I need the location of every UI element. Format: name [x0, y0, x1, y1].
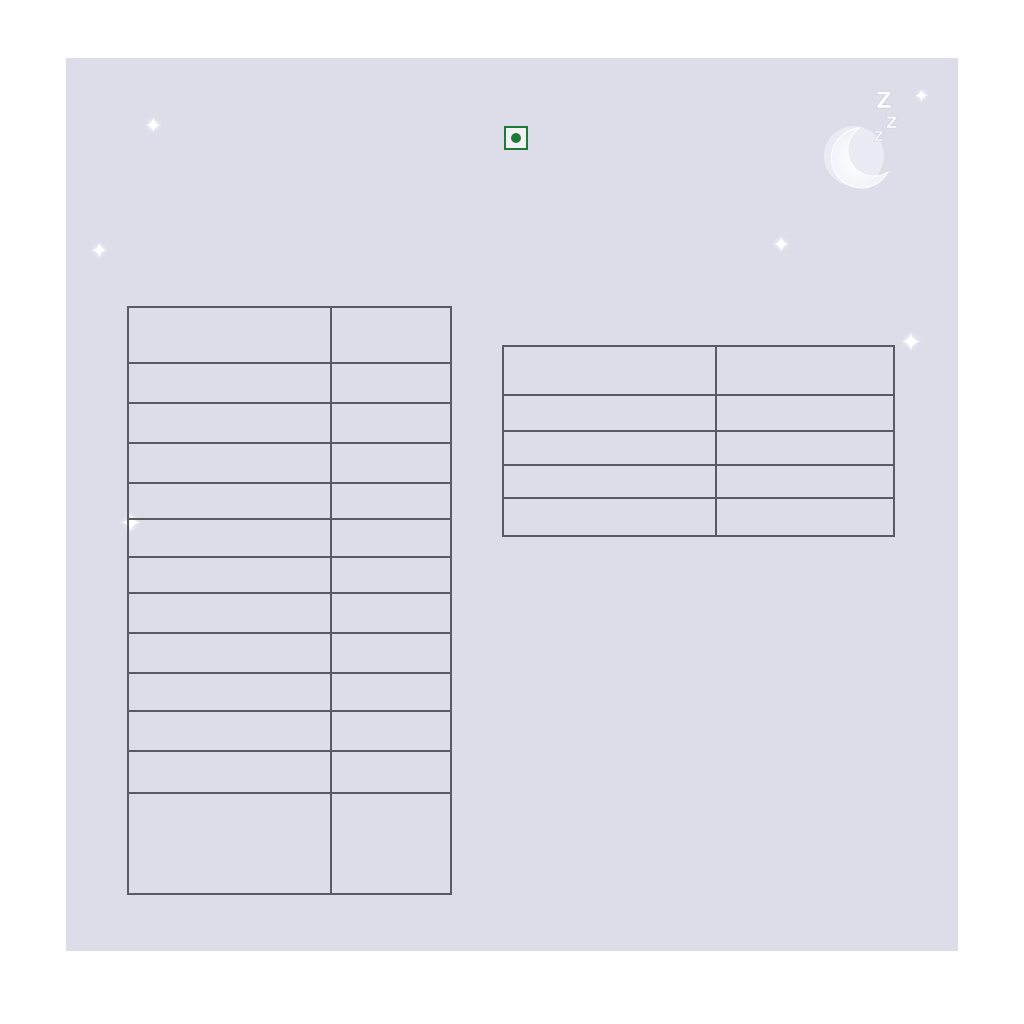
table-row [128, 633, 451, 673]
ingredient-dosage [331, 593, 451, 633]
table-row [503, 395, 894, 431]
ingredient-dosage [331, 519, 451, 557]
ingredient-dosage [331, 751, 451, 793]
ingredient-dosage [331, 793, 451, 894]
table-row [128, 557, 451, 593]
ingredient-name [128, 403, 331, 443]
nutrient-value [716, 395, 894, 431]
table-row [128, 443, 451, 483]
nutrient-name [503, 498, 716, 536]
sparkle-icon: ✦ [900, 328, 922, 358]
sparkle-icon: ✦ [914, 86, 930, 107]
ingredient-dosage [331, 483, 451, 519]
table-row [503, 465, 894, 498]
ingredient-name [128, 793, 331, 894]
table-header-row [503, 346, 894, 395]
table-row [128, 793, 451, 894]
sparkle-icon: ✦ [90, 239, 109, 264]
column-header-ingredients [128, 307, 331, 363]
ingredient-name [128, 593, 331, 633]
ingredient-name [128, 483, 331, 519]
column-header-description [503, 346, 716, 395]
table-row [128, 403, 451, 443]
ingredient-name [128, 519, 331, 557]
ingredient-name [128, 673, 331, 711]
table-row [503, 431, 894, 465]
ingredient-dosage [331, 557, 451, 593]
nutrient-name [503, 395, 716, 431]
nutrition-table [502, 345, 895, 537]
ingredient-name [128, 711, 331, 751]
ingredient-name [128, 363, 331, 403]
ingredients-table [127, 306, 452, 895]
nutrient-value [716, 431, 894, 465]
ingredient-dosage [331, 711, 451, 751]
table-row [128, 483, 451, 519]
svg-text:Z: Z [876, 89, 892, 114]
ingredient-name [128, 751, 331, 793]
nutrient-value [716, 465, 894, 498]
sparkle-icon: ✦ [120, 509, 142, 539]
table-row [128, 673, 451, 711]
product-info-panel [66, 58, 958, 951]
nutrient-name [503, 465, 716, 498]
sparkle-icon: ✦ [772, 233, 791, 258]
table-row [128, 363, 451, 403]
ingredient-name [128, 443, 331, 483]
page-title [66, 126, 958, 153]
ingredient-dosage [331, 443, 451, 483]
nutrient-value [716, 498, 894, 536]
svg-text:Z: Z [874, 130, 884, 145]
table-row [128, 519, 451, 557]
ingredient-name [128, 557, 331, 593]
veg-symbol-icon [504, 126, 528, 150]
table-row [128, 711, 451, 751]
svg-text:Z: Z [886, 113, 898, 132]
table-row [128, 751, 451, 793]
ingredient-name [128, 633, 331, 673]
ingredient-dosage [331, 673, 451, 711]
ingredient-dosage [331, 633, 451, 673]
table-header-row [128, 307, 451, 363]
ingredient-dosage [331, 363, 451, 403]
table-row [128, 593, 451, 633]
sparkle-icon: ✦ [144, 114, 163, 139]
column-header-dosage [716, 346, 894, 395]
nutrient-name [503, 431, 716, 465]
ingredient-dosage [331, 403, 451, 443]
column-header-dosage [331, 307, 451, 363]
table-row [503, 498, 894, 536]
